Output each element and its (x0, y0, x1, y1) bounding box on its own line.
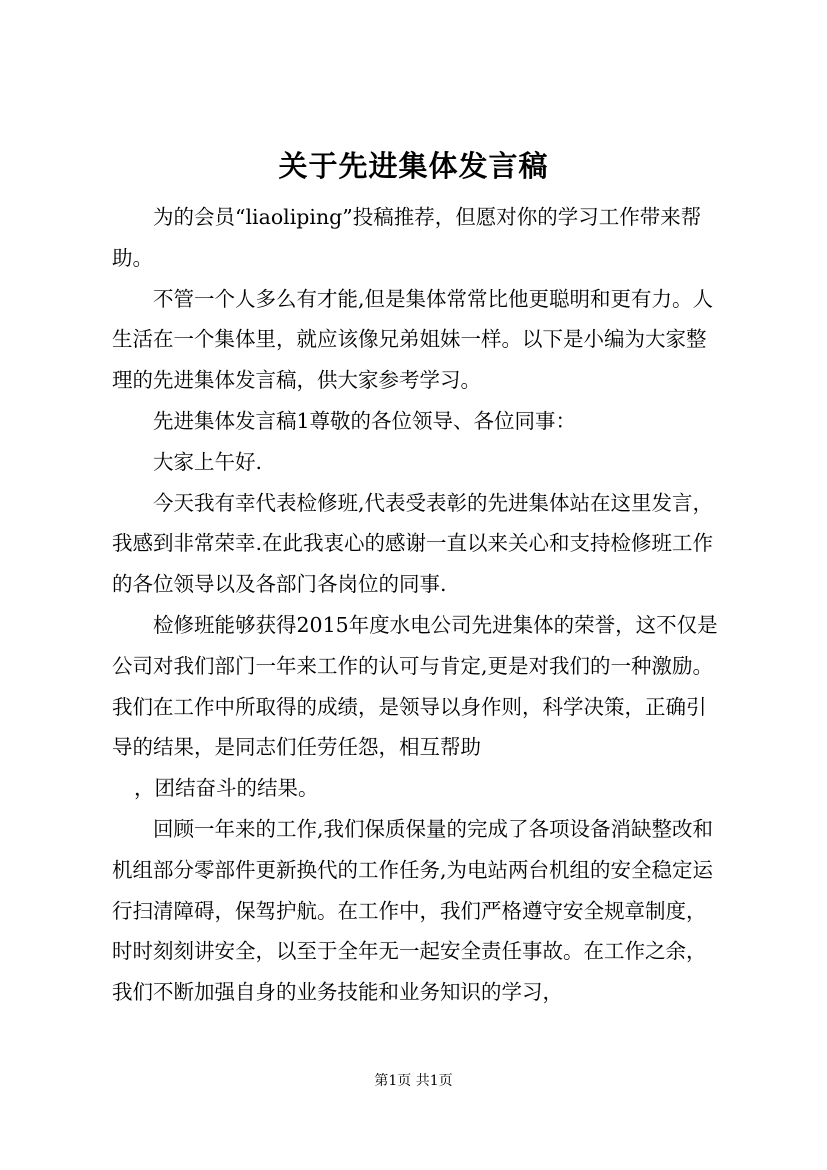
paragraph-review: 回顾一年来的工作,我们保质保量的完成了各项设备消缺整改和机组部分零部件更新换代的工作任务,为电站两台机组的安全稳定运行扫清障碍，保驾护航。在工作中，我们严格遵守安全规章制度，时时刻刻讲安全，以至于全年无一起安全责任事故。在工作之余，我们不断加强自身的业务技能和业务知识的学习， (112, 816, 714, 1005)
paragraph-unity: ，团结奋斗的结果。 (134, 776, 319, 801)
paragraph-speech-heading: 先进集体发言稿1尊敬的各位领导、各位同事： (153, 408, 577, 433)
paragraph-greeting: 大家上午好. (153, 449, 263, 474)
paragraph-representing: 今天我有幸代表检修班,代表受表彰的先进集体站在这里发言，我感到非常荣幸.在此我衷心的感谢一直以来关心和支持检修班工作的各位领导以及各部门各岗位的同事. (112, 490, 714, 597)
paragraph-collective: 不管一个人多么有才能,但是集体常常比他更聪明和更有力。人生活在一个集体里，就应该像兄弟姐妹一样。以下是小编为大家整理的先进集体发言稿，供大家参考学习。 (112, 286, 714, 393)
document-title: 关于先进集体发言稿 (278, 149, 549, 183)
paragraph-intro: 为的会员“liaoliping”投稿推荐，但愿对你的学习工作带来帮助。 (112, 205, 702, 270)
document-body (112, 197, 722, 1013)
paragraph-honor: 检修班能够获得2015年度水电公司先进集体的荣誉，这不仅是公司对我们部门一年来工作的认可与肯定,更是对我们的一种激励。我们在工作中所取得的成绩，是领导以身作则，科学决策，正确引导的结果，是同志们任劳任怨，相互帮助 (112, 612, 718, 760)
page-footer: 第1页 共1页 (374, 1073, 453, 1089)
